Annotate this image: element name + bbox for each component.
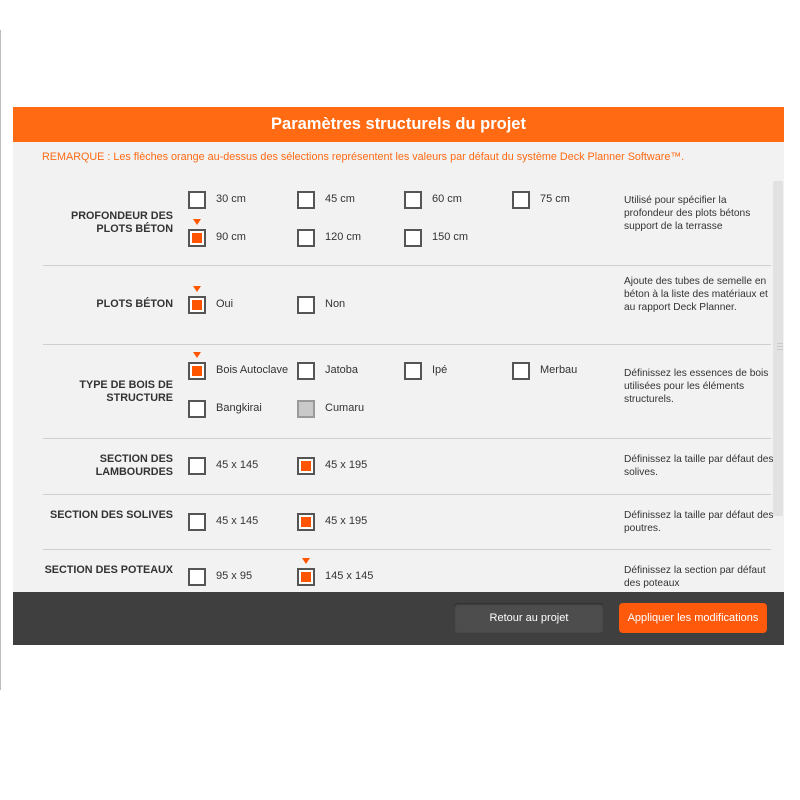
section-label: PLOTS BÉTON xyxy=(96,298,173,310)
checkbox[interactable] xyxy=(188,568,206,586)
checkbox[interactable] xyxy=(404,229,422,247)
checkbox-disabled xyxy=(297,400,315,418)
dialog-footer xyxy=(13,592,784,645)
checkbox[interactable] xyxy=(297,229,315,247)
section-wood-type: TYPE DE BOIS DE STRUCTURE Bois Autoclave Jatoba Ipé Merbau Bangkirai Cumaru Définissez les essences de bois utilisées pour les éléments structurels. xyxy=(43,345,771,438)
scrollbar-grip-line xyxy=(777,346,783,347)
default-arrow-icon xyxy=(193,352,201,358)
default-arrow-icon xyxy=(193,219,201,225)
checkbox[interactable] xyxy=(297,513,315,531)
section-posts: SECTION DES POTEAUX 95 x 95 145 x 145 Définissez la section par défaut des poteaux xyxy=(43,550,771,592)
section-concrete-footings: PLOTS BÉTON Oui Non Ajoute des tubes de semelle en béton à la liste des matériaux et au rapport Deck Planner. xyxy=(43,266,771,344)
section-beams: SECTION DES SOLIVES 45 x 145 45 x 195 Définissez la taille par défaut des poutres. xyxy=(43,495,771,549)
section-description: Définissez la taille par défaut des solives. xyxy=(624,454,774,478)
section-description: Utilisé pour spécifier la profondeur des plots bétons support de la terrasse xyxy=(624,195,751,232)
window-edge-line xyxy=(0,30,1,690)
checkbox[interactable] xyxy=(188,191,206,209)
checkbox[interactable] xyxy=(297,362,315,380)
settings-scroll-area[interactable] xyxy=(13,167,784,592)
apply-changes-button[interactable]: Appliquer les modifications xyxy=(619,603,767,633)
remark-note: REMARQUE : Les flèches orange au-dessus des sélections représentent les valeurs par défaut du système Deck Planner Software™. xyxy=(42,151,685,163)
section-description: Définissez la taille par défaut des poutres. xyxy=(624,510,774,534)
checkbox[interactable] xyxy=(512,191,530,209)
checkbox[interactable] xyxy=(297,296,315,314)
section-description: Définissez les essences de bois utilisées pour les éléments structurels. xyxy=(624,368,769,405)
checkbox[interactable] xyxy=(188,513,206,531)
checkbox[interactable] xyxy=(404,362,422,380)
section-joists: SECTION DES LAMBOURDES 45 x 145 45 x 195 Définissez la taille par défaut des solives. xyxy=(43,439,771,494)
section-label: SECTION DES SOLIVES xyxy=(50,509,173,521)
back-to-project-button[interactable]: Retour au projet xyxy=(454,603,604,633)
checkbox[interactable] xyxy=(188,457,206,475)
structural-parameters-dialog xyxy=(13,107,784,645)
checkbox[interactable] xyxy=(297,457,315,475)
checkbox[interactable] xyxy=(404,191,422,209)
checkbox[interactable] xyxy=(297,191,315,209)
section-label: PROFONDEUR DES PLOTS BÉTON xyxy=(71,210,173,235)
checkbox[interactable] xyxy=(188,400,206,418)
default-arrow-icon xyxy=(302,558,310,564)
default-arrow-icon xyxy=(193,286,201,292)
checkbox[interactable] xyxy=(188,229,206,247)
checkbox[interactable] xyxy=(297,568,315,586)
section-footing-depth: PROFONDEUR DES PLOTS BÉTON 30 cm 45 cm 60 cm 75 cm 90 cm 120 cm 150 cm Utilisé pour spécifier la profondeur des plots bétons support de la terrasse xyxy=(43,167,771,271)
dialog-title: Paramètres structurels du projet xyxy=(13,107,784,142)
checkbox[interactable] xyxy=(188,296,206,314)
section-label: SECTION DES POTEAUX xyxy=(44,564,173,576)
checkbox[interactable] xyxy=(512,362,530,380)
section-description: Ajoute des tubes de semelle en béton à la liste des matériaux et au rapport Deck Planner. xyxy=(624,276,768,313)
scrollbar-grip-line xyxy=(777,343,783,344)
section-label: SECTION DES LAMBOURDES xyxy=(95,453,173,478)
scrollbar-grip-line xyxy=(777,349,783,350)
section-description: Définissez la section par défaut des poteaux xyxy=(624,565,766,589)
section-label: TYPE DE BOIS DE STRUCTURE xyxy=(79,379,173,404)
checkbox[interactable] xyxy=(188,362,206,380)
